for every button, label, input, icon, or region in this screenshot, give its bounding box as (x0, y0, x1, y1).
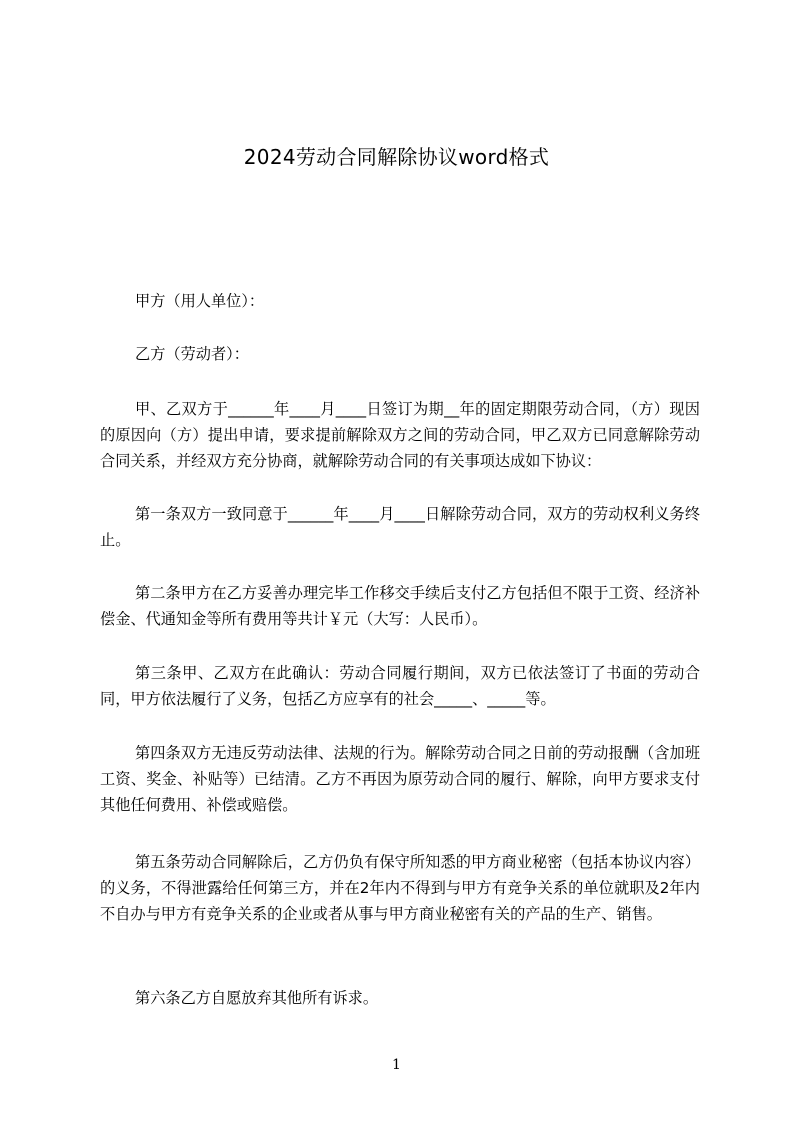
party-b-line: 乙方（劳动者）： (135, 345, 249, 363)
article-6: 第六条乙方自愿放弃其他所有诉求。 (135, 989, 378, 1007)
article-1: 第一条双方一致同意于______年____月____日解除劳动合同，双方的劳动权利义务终止。 (100, 505, 700, 549)
intro-paragraph: 甲、乙双方于______年____月____日签订为期__年的固定期限劳动合同，（方）现因的原因向（方）提出申请，要求提前解除双方之间的劳动合同，甲乙双方已同意解除劳动合同关系，并经双方充分协商，就解除劳动合同的有关事项达成如下协议： (100, 400, 700, 470)
article-3: 第三条甲、乙双方在此确认：劳动合同履行期间，双方已依法签订了书面的劳动合同，甲方依法履行了义务，包括乙方应享有的社会_____、_____等。 (100, 664, 700, 708)
page-number: 1 (392, 1057, 401, 1073)
article-2: 第二条甲方在乙方妥善办理完毕工作移交手续后支付乙方包括但不限于工资、经济补偿金、代通知金等所有费用等共计￥元（大写：人民币）。 (100, 584, 700, 628)
party-a-line: 甲方（用人单位）： (135, 292, 265, 310)
document-title: 2024劳动合同解除协议word格式 (243, 145, 550, 169)
article-4: 第四条双方无违反劳动法律、法规的行为。解除劳动合同之日前的劳动报酬（含加班工资、奖金、补贴等）已结清。乙方不再因为原劳动合同的履行、解除，向甲方要求支付其他任何费用、补偿或赔偿。 (100, 744, 700, 814)
article-5: 第五条劳动合同解除后，乙方仍负有保守所知悉的甲方商业秘密（包括本协议内容）的义务，不得泄露给任何第三方，并在2年内不得到与甲方有竞争关系的单位就职及2年内不自办与甲方有竞争关系的企业或者从事与甲方商业秘密有关的产品的生产、销售。 (100, 853, 700, 923)
